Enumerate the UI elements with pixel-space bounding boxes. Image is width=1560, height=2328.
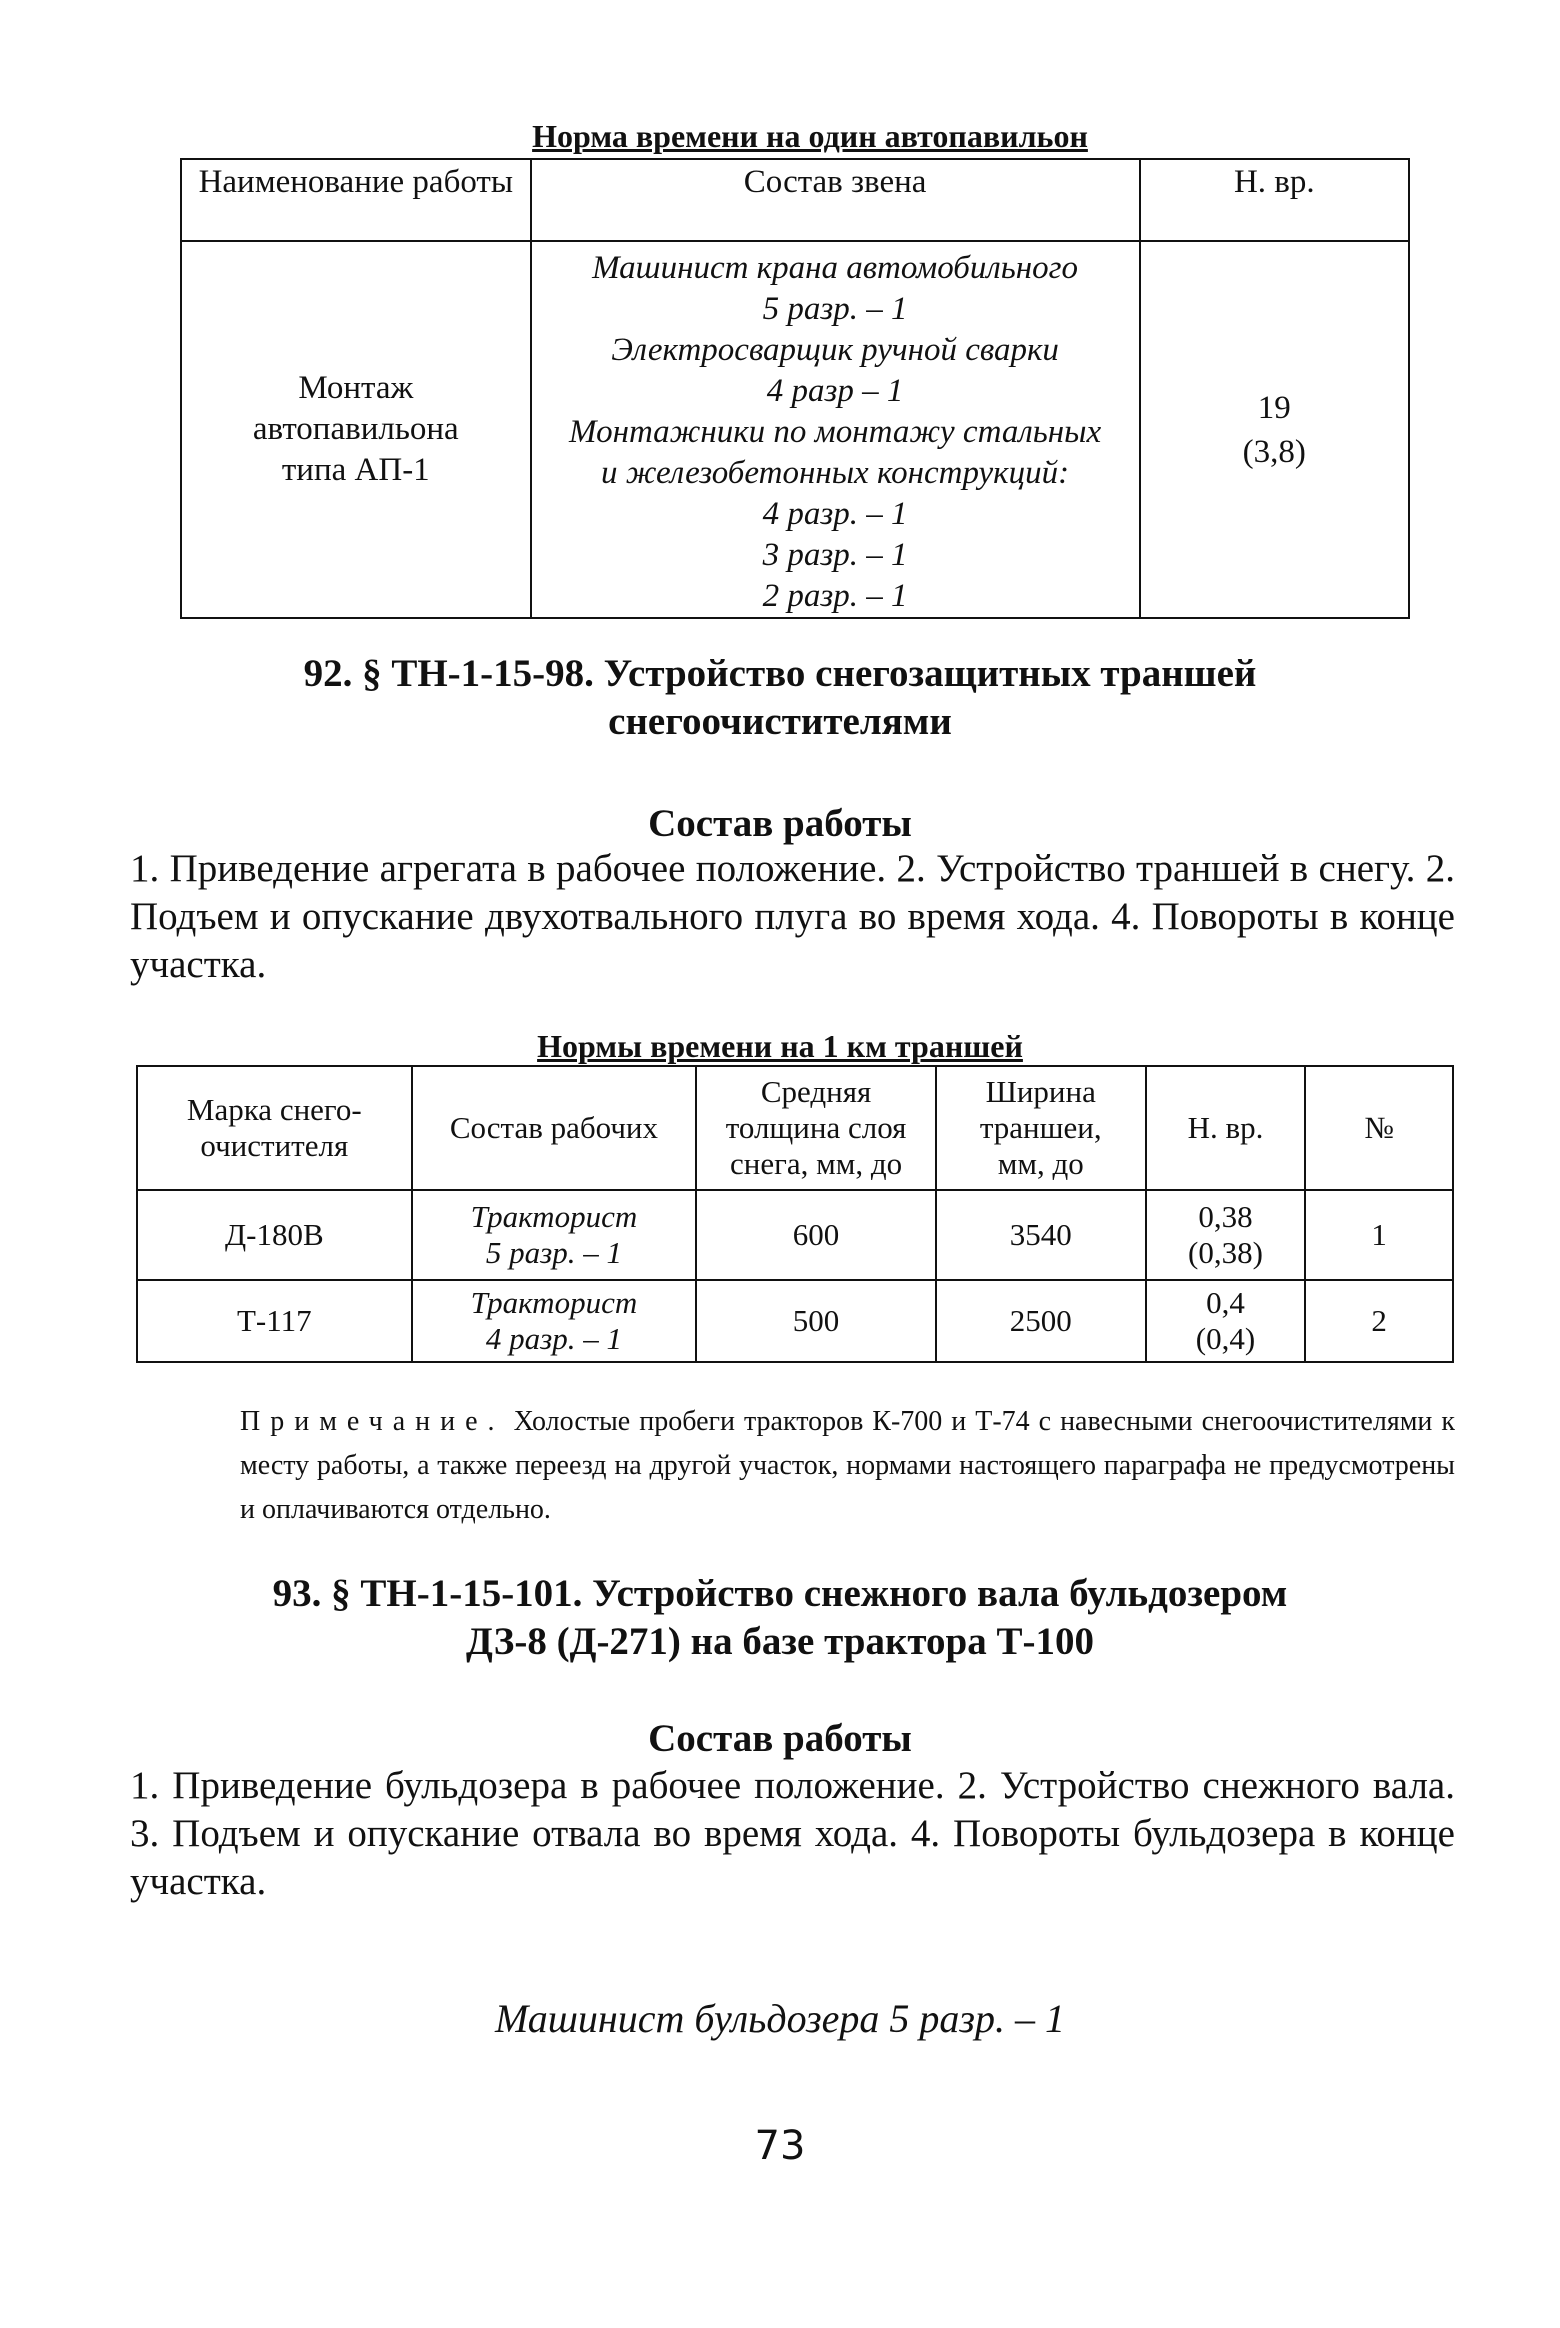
width-cell: 2500 [936, 1280, 1146, 1362]
header-width-line: мм, до [997, 1146, 1084, 1181]
note-label: Примечание. [240, 1406, 505, 1437]
norm-paren-value: (0,4) [1195, 1321, 1256, 1356]
brand-cell: Д-180В [137, 1190, 412, 1280]
header-crew: Состав рабочих [412, 1066, 697, 1190]
section-93-title [200, 1570, 1360, 1666]
norm-table-1 [180, 158, 1410, 619]
header-norm: Н. вр. [1140, 159, 1409, 241]
page-number: 73 [754, 2123, 806, 2169]
crew-line: и железобетонных конструкций: [601, 455, 1070, 491]
crew-line: Тракторист [470, 1199, 638, 1234]
header-crew: Состав звена [531, 159, 1140, 241]
crew-line: Машинист крана автомобильного [592, 250, 1079, 286]
crew-line: Монтажники по монтажу стальных [569, 414, 1102, 450]
number-cell: 2 [1305, 1280, 1453, 1362]
crew-cell [412, 1190, 697, 1280]
note-paragraph [240, 1400, 1455, 1532]
header-depth-line: Средняя [760, 1074, 872, 1109]
brand-cell: Т-117 [137, 1280, 412, 1362]
table-header-row [137, 1066, 1453, 1190]
norm-cell [1146, 1190, 1306, 1280]
work-line: Монтаж [298, 370, 414, 406]
crew-cell [531, 241, 1140, 618]
header-norm: Н. вр. [1146, 1066, 1306, 1190]
crew-line: Электросварщик ручной сварки [611, 332, 1059, 368]
depth-cell: 500 [696, 1280, 936, 1362]
table1-caption: Норма времени на один автопавильон [532, 118, 1088, 154]
header-depth-line: снега, мм, до [730, 1146, 903, 1181]
section-92-title-line1: 92. § ТН-1-15-98. Устройство снегозащитных траншей [303, 652, 1257, 695]
section-93-crew: Машинист бульдозера 5 разр. – 1 [494, 1996, 1066, 2041]
norm-value: 0,4 [1206, 1285, 1245, 1320]
crew-cell [412, 1280, 697, 1362]
section-92-title-line2: снегоочистителями [608, 700, 952, 743]
number-cell: 1 [1305, 1190, 1453, 1280]
crew-line: 5 разр. – 1 [762, 291, 908, 327]
norm-value: 19 [1257, 389, 1291, 426]
norm-table-2 [136, 1065, 1454, 1363]
norm-paren-value: (0,38) [1188, 1235, 1263, 1270]
crew-line: 4 разр. – 1 [762, 496, 908, 532]
crew-line: 4 разр – 1 [766, 373, 904, 409]
header-width-line: траншеи, [979, 1110, 1102, 1145]
section-92-title [200, 650, 1360, 746]
crew-line: Тракторист [470, 1285, 638, 1320]
header-width [936, 1066, 1146, 1190]
width-cell: 3540 [936, 1190, 1146, 1280]
header-depth [696, 1066, 936, 1190]
header-brand-line: Марка снего- [186, 1092, 362, 1127]
norm-cell [1140, 241, 1409, 618]
work-line: типа АП-1 [281, 452, 430, 488]
depth-cell: 600 [696, 1190, 936, 1280]
norm-value: 0,38 [1198, 1199, 1253, 1234]
header-work-name: Наименование работы [181, 159, 531, 241]
crew-line: 2 разр. – 1 [762, 578, 908, 614]
crew-line: 3 разр. – 1 [762, 537, 908, 573]
table-row [137, 1280, 1453, 1362]
work-line: автопавильона [252, 411, 459, 447]
header-brand [137, 1066, 412, 1190]
header-number: № [1305, 1066, 1453, 1190]
header-depth-line: толщина слоя [725, 1110, 907, 1145]
section-93-title-line2: ДЗ-8 (Д-271) на базе трактора Т-100 [466, 1620, 1094, 1663]
norm-cell [1146, 1280, 1306, 1362]
section-93-subtitle: Состав работы [648, 1717, 912, 1760]
section-93-title-line1: 93. § ТН-1-15-101. Устройство снежного вала бульдозером [272, 1572, 1288, 1615]
work-name-cell [181, 241, 531, 618]
table-row [181, 241, 1409, 618]
header-brand-line: очистителя [200, 1128, 349, 1163]
section-93-paragraph: 1. Приведение бульдозера в рабочее положение. 2. Устройство снежного вала. 3. Подъем и опускание отвала во время хода. 4. Повороты бульдозера в конце участка. [130, 1764, 1455, 1903]
header-width-line: Ширина [985, 1074, 1096, 1109]
norm-paren-value: (3,8) [1242, 433, 1306, 470]
section-92-subtitle: Состав работы [648, 802, 912, 845]
crew-line: 5 разр. – 1 [485, 1235, 622, 1270]
table2-caption: Нормы времени на 1 км траншей [537, 1028, 1023, 1064]
note-text: Холостые пробеги тракторов К-700 и Т-74 с навесными снегоочистителями к месту работы, а также переезд на другой участок, нормами настоящего параграфа не предусмотрены и оплачиваются отдельно. [240, 1406, 1455, 1525]
table-header-row [181, 159, 1409, 241]
section-92-paragraph: 1. Приведение агрегата в рабочее положение. 2. Устройство траншей в снегу. 2. Подъем и опускание двухотвального плуга во время хода. 4. Повороты в конце участка. [130, 847, 1455, 986]
table-row [137, 1190, 1453, 1280]
crew-line: 4 разр. – 1 [485, 1321, 622, 1356]
